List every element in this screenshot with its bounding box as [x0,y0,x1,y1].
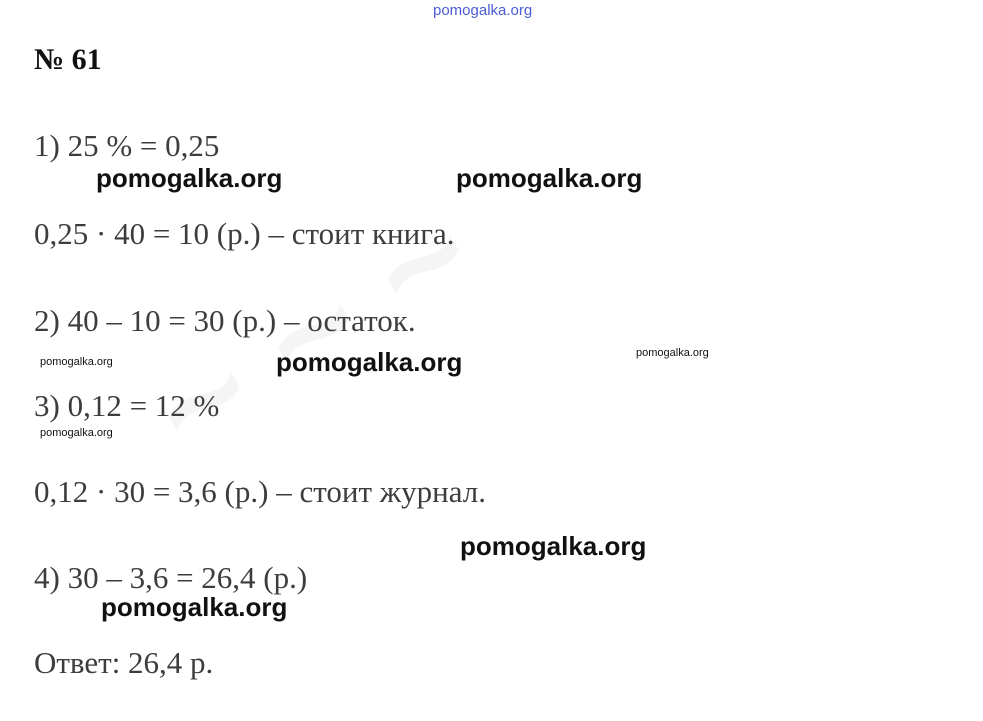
solution-line-4: 3) 0,12 = 12 % [34,388,220,423]
watermark: pomogalka.org [101,592,288,622]
problem-number: № 61 [34,43,102,76]
solution-line-3: 2) 40 – 10 = 30 (р.) – остаток. [34,303,416,338]
watermark: pomogalka.org [636,347,709,359]
watermark: pomogalka.org [460,531,647,561]
watermark: pomogalka.org [40,427,113,439]
watermark: pomogalka.org [96,163,283,193]
answer-line: Ответ: 26,4 р. [34,645,214,680]
solution-line-2: 0,25 · 40 = 10 (р.) – стоит книга. [34,216,455,251]
header-watermark: pomogalka.org [433,2,533,19]
solution-line-5: 0,12 · 30 = 3,6 (р.) – стоит журнал. [34,474,486,509]
watermark: pomogalka.org [456,163,643,193]
solution-line-6: 4) 30 – 3,6 = 26,4 (р.) [34,560,308,595]
watermark: pomogalka.org [276,347,463,377]
watermark: pomogalka.org [40,356,113,368]
solution-line-1: 1) 25 % = 0,25 [34,128,220,163]
